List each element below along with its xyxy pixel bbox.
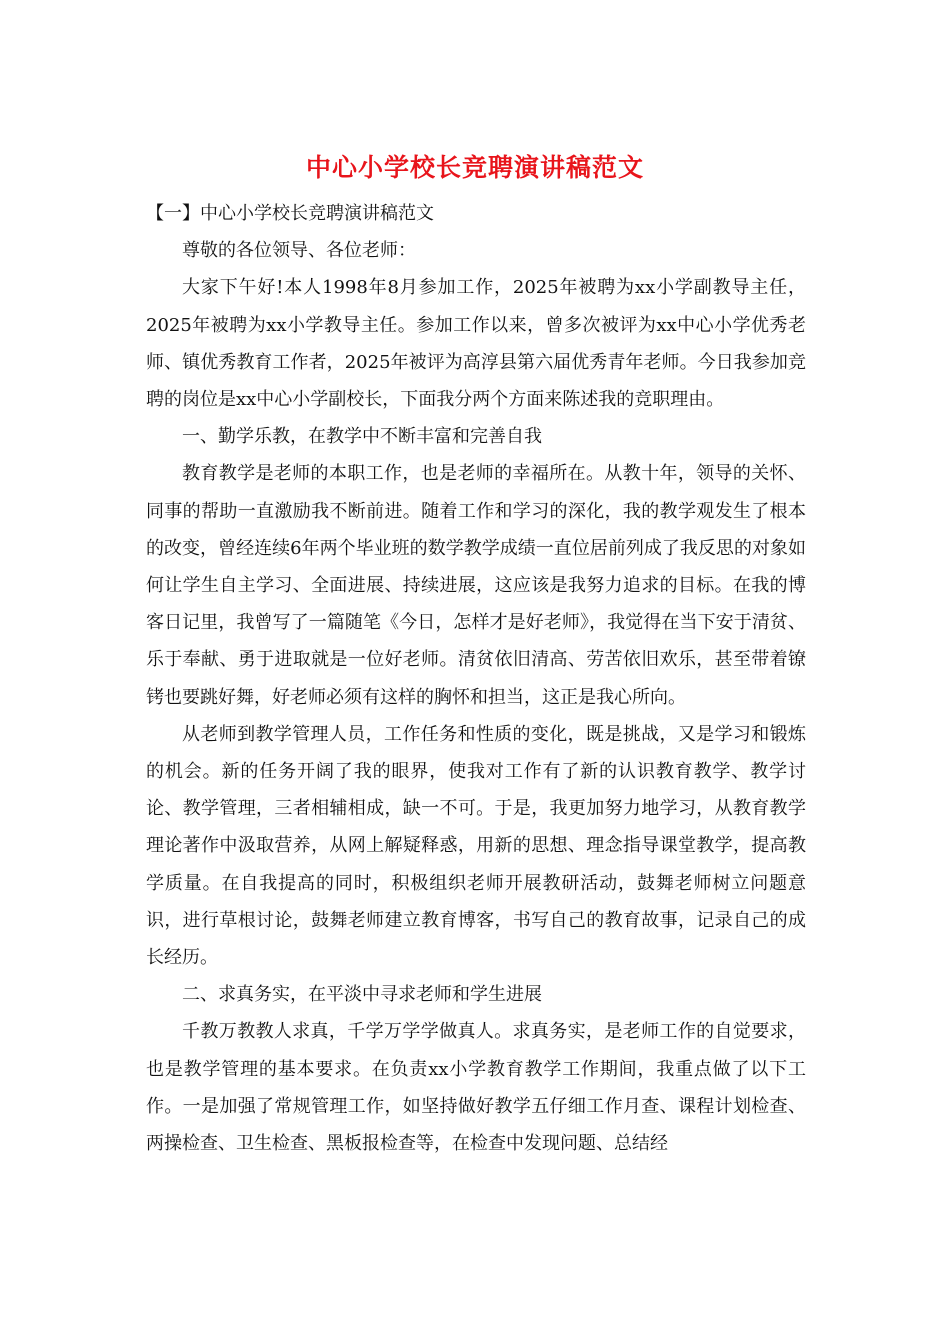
salutation: 尊敬的各位领导、各位老师： (182, 240, 416, 262)
paragraph-introduction: 大家下午好!本人1998年8月参加工作，2025年被聘为xx小学副教导主任，2025年被聘为xx小学教导主任。参加工作以来，曾多次被评为xx中心小学优秀老师、镇优秀教育工作者，2025年被评为高淳县第六届优秀青年老师。今日我参加竞聘的岗位是xx中心小学副校长，下面我分两个方面来陈述我的竞职理由。 (146, 277, 806, 411)
document-title: 中心小学校长竞聘演讲稿范文 (305, 153, 644, 182)
subheading-one: 一、勤学乐教，在教学中不断丰富和完善自我 (182, 426, 542, 448)
section-heading: 【一】中心小学校长竞聘演讲稿范文 (146, 203, 434, 224)
paragraph: 从老师到教学管理人员，工作任务和性质的变化，既是挑战，又是学习和锻炼的机会。新的任务开阔了我的眼界，使我对工作有了新的认识教育教学、教学讨论、教学管理，三者相辅相成，缺一不可。于是，我更加努力地学习，从教育教学理论著作中汲取营养，从网上解疑释惑，用新的思想、理念指导课堂教学，提高教学质量。在自我提高的同时，积极组织老师开展教研活动，鼓舞老师树立问题意识，进行草根讨论，鼓舞老师建立教育博客，书写自己的教育故事，记录自己的成长经历。 (146, 723, 806, 969)
paragraph: 千教万教教人求真，千学万学学做真人。求真务实，是老师工作的自觉要求，也是教学管理的基本要求。在负责xx小学教育教学工作期间，我重点做了以下工作。一是加强了常规管理工作，如坚持做好教学五仔细工作月查、课程计划检查、两操检查、卫生检查、黑板报检查等，在检查中发现问题、总结经 (146, 1021, 806, 1155)
paragraph: 教育教学是老师的本职工作，也是老师的幸福所在。从教十年，领导的关怀、同事的帮助一直激励我不断前进。随着工作和学习的深化，我的教学观发生了根本的改变，曾经连续6年两个毕业班的数学教学成绩一直位居前列成了我反思的对象如何让学生自主学习、全面进展、持续进展，这应该是我努力追求的目标。在我的博客日记里，我曾写了一篇随笔《今日，怎样才是好老师》，我觉得在当下安于清贫、乐于奉献、勇于进取就是一位好老师。清贫依旧清高、劳苦依旧欢乐，甚至带着镣铐也要跳好舞，好老师必须有这样的胸怀和担当，这正是我心所向。 (146, 463, 806, 708)
subheading-two: 二、求真务实，在平淡中寻求老师和学生进展 (182, 984, 542, 1006)
document-body (146, 195, 806, 1162)
